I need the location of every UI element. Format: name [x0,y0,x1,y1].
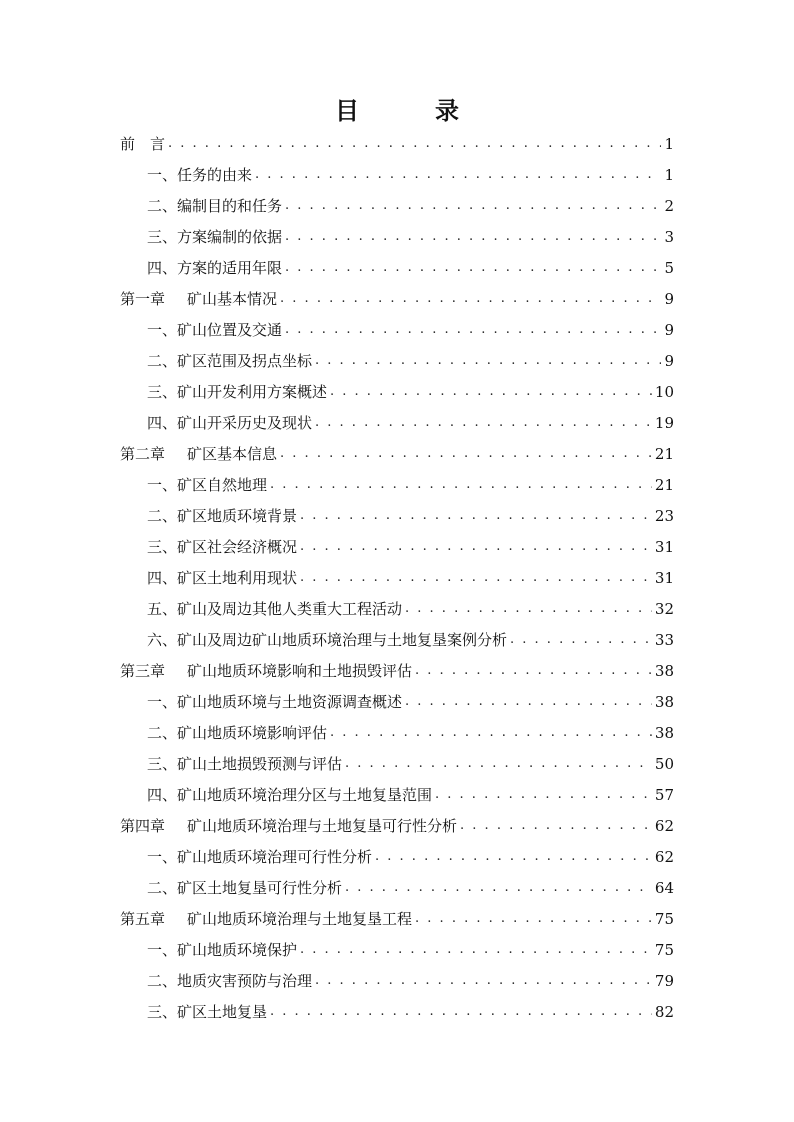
toc-page-number: 21 [654,476,674,494]
toc-page-number: 75 [654,910,674,928]
toc-chapter-title: 矿区基本信息 [187,445,278,463]
toc-page-number: 31 [654,538,674,556]
toc-entry-label: 二、编制目的和任务 [147,197,283,215]
toc-dot-leader [300,538,652,556]
toc-dot-leader [270,1003,652,1021]
toc-section-entry[interactable] [120,401,674,432]
toc-entry-label: 二、地质灾害预防与治理 [147,972,313,990]
toc-page-number: 19 [654,414,674,432]
toc-page-number: 57 [654,786,674,804]
toc-dot-leader [285,259,661,277]
toc-page-number: 10 [654,383,674,401]
toc-entry-label [120,290,277,308]
toc-page-number: 38 [654,662,674,680]
toc-page-number: 64 [654,879,674,897]
toc-page-number: 79 [654,972,674,990]
toc-chapter-entry[interactable] [120,432,674,463]
toc-section-entry[interactable] [120,215,674,246]
toc-dot-leader [255,166,661,184]
toc-page-number: 75 [654,941,674,959]
toc-section-entry[interactable] [120,959,674,990]
toc-entry-label [120,910,412,928]
toc-chapter-entry[interactable] [120,122,674,153]
toc-page-number: 3 [664,228,674,246]
toc-dot-leader [300,507,652,525]
toc-chapter-number: 第三章 [120,662,166,680]
toc-entry-label: 一、任务的由来 [147,166,253,184]
toc-entry-label: 三、矿山开发利用方案概述 [147,383,328,401]
toc-section-entry[interactable] [120,153,674,184]
toc-page-number: 9 [664,290,674,308]
toc-entry-label: 三、矿区社会经济概况 [147,538,298,556]
toc-section-entry[interactable] [120,525,674,556]
toc-section-entry[interactable] [120,680,674,711]
toc-section-entry[interactable] [120,556,674,587]
toc-page-number: 1 [664,166,674,184]
toc-dot-leader [375,848,652,866]
toc-dot-leader [330,724,652,742]
toc-section-entry[interactable] [120,711,674,742]
toc-page-number: 62 [654,817,674,835]
toc-page-number: 32 [654,600,674,618]
toc-dot-leader [300,941,652,959]
toc-section-entry[interactable] [120,742,674,773]
toc-entry-label: 六、矿山及周边矿山地质环境治理与土地复垦案例分析 [147,631,508,649]
toc-entry-label: 二、矿区土地复垦可行性分析 [147,879,343,897]
toc-entry-label: 四、矿区土地利用现状 [147,569,298,587]
toc-entry-label: 一、矿区自然地理 [147,476,268,494]
toc-dot-leader [405,600,652,618]
toc-page-number: 82 [654,1003,674,1021]
toc-section-entry[interactable] [120,866,674,897]
toc-entry-label: 三、矿区土地复垦 [147,1003,268,1021]
toc-entry-label [120,662,412,680]
toc-dot-leader [315,972,652,990]
toc-dot-leader [315,352,661,370]
toc-page-number: 23 [654,507,674,525]
toc-entry-label: 五、矿山及周边其他人类重大工程活动 [147,600,403,618]
toc-entry-label: 四、矿山开采历史及现状 [147,414,313,432]
toc-section-entry[interactable] [120,928,674,959]
toc-dot-leader [415,662,652,680]
toc-entry-label: 二、矿山地质环境影响评估 [147,724,328,742]
toc-entry-label: 三、矿山土地损毁预测与评估 [147,755,343,773]
toc-entry-label: 一、矿山地质环境治理可行性分析 [147,848,373,866]
toc-section-entry[interactable] [120,339,674,370]
toc-dot-leader [510,631,652,649]
toc-chapter-entry[interactable] [120,897,674,928]
toc-section-entry[interactable] [120,370,674,401]
toc-page-number: 9 [664,321,674,339]
toc-entry-label: 二、矿区地质环境背景 [147,507,298,525]
toc-dot-leader [435,786,652,804]
toc-page-number: 62 [654,848,674,866]
toc-dot-leader [285,228,661,246]
toc-chapter-number: 第二章 [120,445,166,463]
toc-section-entry[interactable] [120,184,674,215]
toc-dot-leader [415,910,652,928]
toc-dot-leader [285,321,661,339]
toc-dot-leader [285,197,661,215]
toc-dot-leader [315,414,652,432]
toc-page-number: 1 [664,135,674,153]
table-of-contents [0,122,794,1042]
page-title: 目 录 [335,97,485,125]
toc-entry-label: 一、矿山地质环境保护 [147,941,298,959]
toc-page-number: 31 [654,569,674,587]
toc-page-number: 38 [654,693,674,711]
toc-section-entry[interactable] [120,308,674,339]
toc-entry-label: 前 言 [120,135,166,153]
toc-section-entry[interactable] [120,463,674,494]
toc-section-entry[interactable] [120,990,674,1021]
toc-page-number: 2 [664,197,674,215]
toc-chapter-title: 矿山地质环境治理与土地复垦工程 [187,910,413,928]
toc-page-number: 9 [664,352,674,370]
toc-page-number: 50 [654,755,674,773]
toc-dot-leader [405,693,652,711]
toc-dot-leader [280,290,661,308]
toc-dot-leader [345,755,652,773]
toc-chapter-title: 矿山地质环境治理与土地复垦可行性分析 [187,817,458,835]
toc-chapter-number: 第五章 [120,910,166,928]
toc-chapter-entry[interactable] [120,649,674,680]
toc-section-entry[interactable] [120,246,674,277]
toc-dot-leader [300,569,652,587]
toc-chapter-title: 矿山基本情况 [187,290,278,308]
toc-entry-label [120,817,457,835]
toc-entry-label: 三、方案编制的依据 [147,228,283,246]
toc-dot-leader [280,445,652,463]
toc-dot-leader [270,476,652,494]
toc-page-number: 21 [654,445,674,463]
toc-section-entry[interactable] [120,494,674,525]
toc-section-entry[interactable] [120,835,674,866]
toc-dot-leader [460,817,652,835]
toc-entry-label: 一、矿山地质环境与土地资源调查概述 [147,693,403,711]
toc-entry-label: 四、方案的适用年限 [147,259,283,277]
toc-chapter-number: 第一章 [120,290,166,308]
toc-dot-leader [330,383,652,401]
toc-entry-label: 一、矿山位置及交通 [147,321,283,339]
toc-section-entry[interactable] [120,773,674,804]
toc-page-number: 5 [664,259,674,277]
toc-section-entry[interactable] [120,587,674,618]
toc-page-number: 33 [654,631,674,649]
toc-dot-leader [345,879,652,897]
toc-chapter-entry[interactable] [120,277,674,308]
toc-entry-label [120,445,277,463]
toc-chapter-title: 矿山地质环境影响和土地损毁评估 [187,662,413,680]
toc-entry-label: 四、矿山地质环境治理分区与土地复垦范围 [147,786,433,804]
toc-entry-label: 二、矿区范围及拐点坐标 [147,352,313,370]
toc-page-number: 38 [654,724,674,742]
toc-chapter-entry[interactable] [120,804,674,835]
toc-dot-leader [168,135,661,153]
toc-chapter-number: 第四章 [120,817,166,835]
toc-section-entry[interactable] [120,618,674,649]
